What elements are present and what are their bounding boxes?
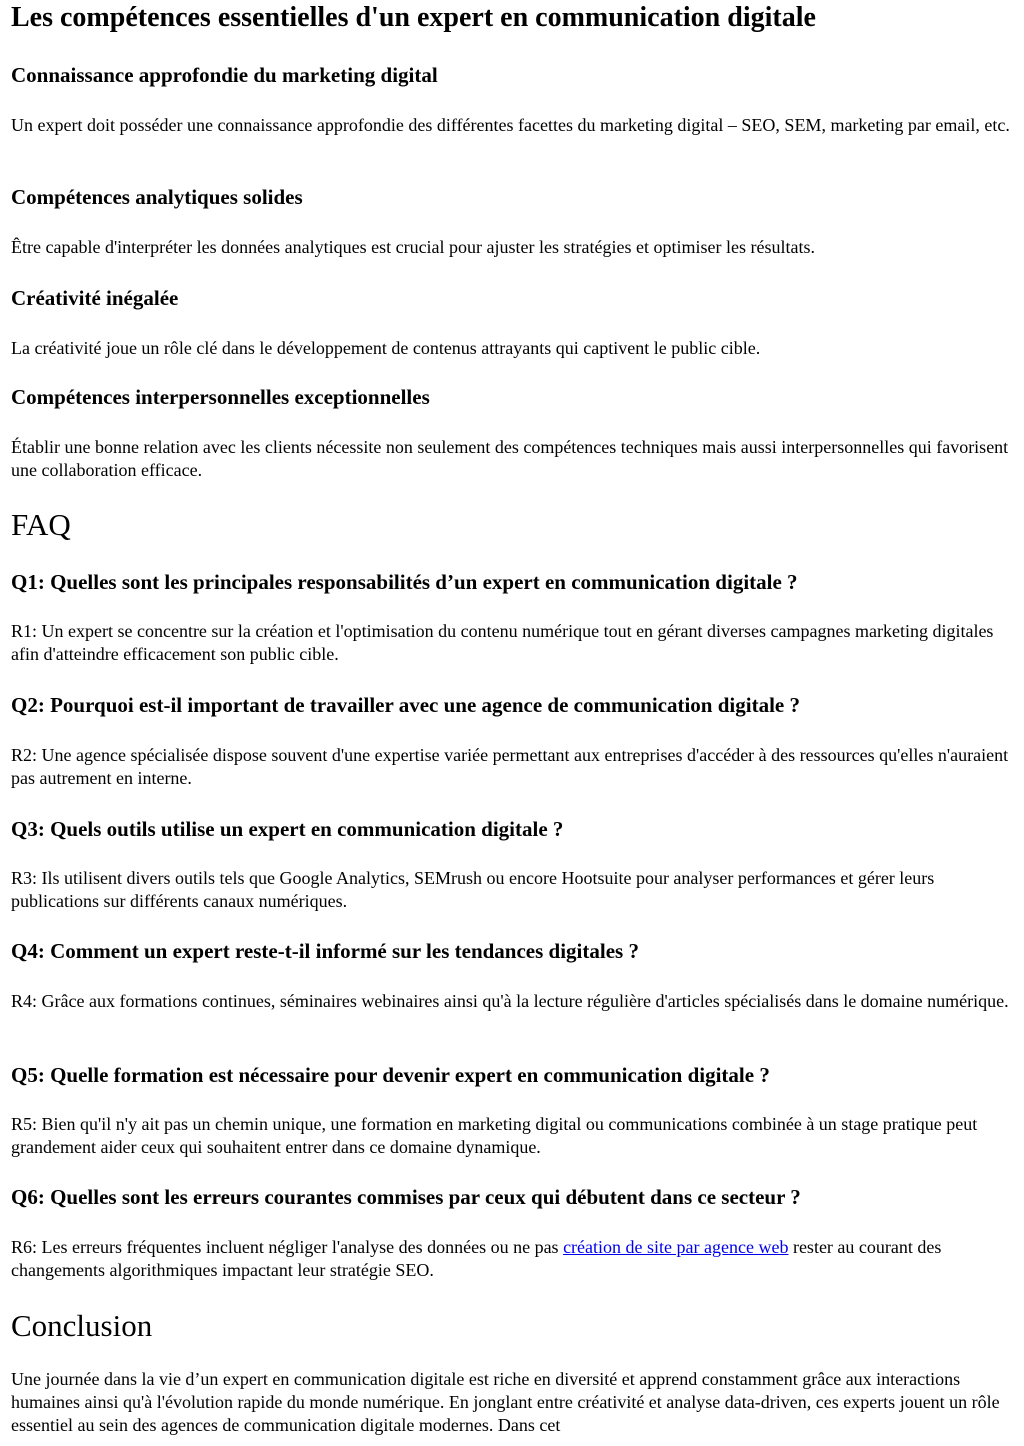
faq-answer-6-before: R6: Les erreurs fréquentes incluent négliger l'analyse des données ou ne pas [11, 1237, 564, 1257]
article-title: Les compétences essentielles d'un expert en communication digitale [11, 2, 816, 33]
skill-text-2: Être capable d'interpréter les données analytiques est crucial pour ajuster les stratégies et optimiser les résultats. [11, 237, 815, 257]
skill-heading-1: Connaissance approfondie du marketing digital [11, 63, 438, 87]
faq-answer-6 [11, 1236, 1011, 1282]
faq-question-3: Q3: Quels outils utilise un expert en communication digitale ? [11, 817, 564, 841]
skill-text-3: La créativité joue un rôle clé dans le développement de contenus attrayants qui captivent le public cible. [11, 338, 761, 358]
faq-question-1: Q1: Quelles sont les principales responsabilités d’un expert en communication digitale ? [11, 570, 798, 594]
faq-answer-3: R3: Ils utilisent divers outils tels que Google Analytics, SEMrush ou encore Hootsuite pour analyser performances et gérer leurs publications sur différents canaux numériques. [11, 868, 935, 911]
faq-answer-5: R5: Bien qu'il n'y ait pas un chemin unique, une formation en marketing digital ou communications combinée à un stage pratique peut grandement aider ceux qui souhaitent entrer dans ce domaine dynamique. [11, 1114, 978, 1157]
conclusion-text: Une journée dans la vie d’un expert en communication digitale est riche en diversité et apprend constamment grâce aux interactions humaines ainsi qu'à l'évolution rapide du monde numérique. En jonglant entre créativité et analyse data-driven, ces experts jouent un rôle essentiel au sein des agences de communication digitale modernes. Dans cet [11, 1369, 1000, 1435]
skill-heading-3: Créativité inégalée [11, 286, 179, 310]
faq-answer-6-after: rester au courant des changements algorithmiques impactant leur stratégie SEO. [11, 1237, 942, 1280]
faq-answer-4: R4: Grâce aux formations continues, séminaires webinaires ainsi qu'à la lecture régulière d'articles spécialisés dans le domaine numérique. [11, 991, 1009, 1011]
agence-web-link[interactable]: création de site par agence web [563, 1237, 789, 1257]
faq-answer-2: R2: Une agence spécialisée dispose souvent d'une expertise variée permettant aux entreprises d'accéder à des ressources qu'elles n'auraient pas autrement en interne. [11, 745, 1009, 788]
skill-heading-4: Compétences interpersonnelles exceptionnelles [11, 385, 430, 409]
faq-title: FAQ [11, 507, 71, 542]
skill-text-4: Établir une bonne relation avec les clients nécessite non seulement des compétences techniques mais aussi interpersonnelles qui favorisent une collaboration efficace. [11, 437, 1009, 480]
faq-answer-1: R1: Un expert se concentre sur la création et l'optimisation du contenu numérique tout en gérant diverses campagnes marketing digitales afin d'atteindre efficacement son public cible. [11, 621, 994, 664]
faq-question-2: Q2: Pourquoi est-il important de travailler avec une agence de communication digitale ? [11, 693, 800, 717]
faq-question-6: Q6: Quelles sont les erreurs courantes commises par ceux qui débutent dans ce secteur ? [11, 1185, 801, 1209]
conclusion-title: Conclusion [11, 1308, 153, 1343]
skill-heading-2: Compétences analytiques solides [11, 185, 303, 209]
faq-question-4: Q4: Comment un expert reste-t-il informé sur les tendances digitales ? [11, 939, 639, 963]
skill-text-1: Un expert doit posséder une connaissance approfondie des différentes facettes du marketing digital – SEO, SEM, marketing par email, etc. [11, 115, 1010, 135]
faq-question-5: Q5: Quelle formation est nécessaire pour devenir expert en communication digitale ? [11, 1063, 770, 1087]
